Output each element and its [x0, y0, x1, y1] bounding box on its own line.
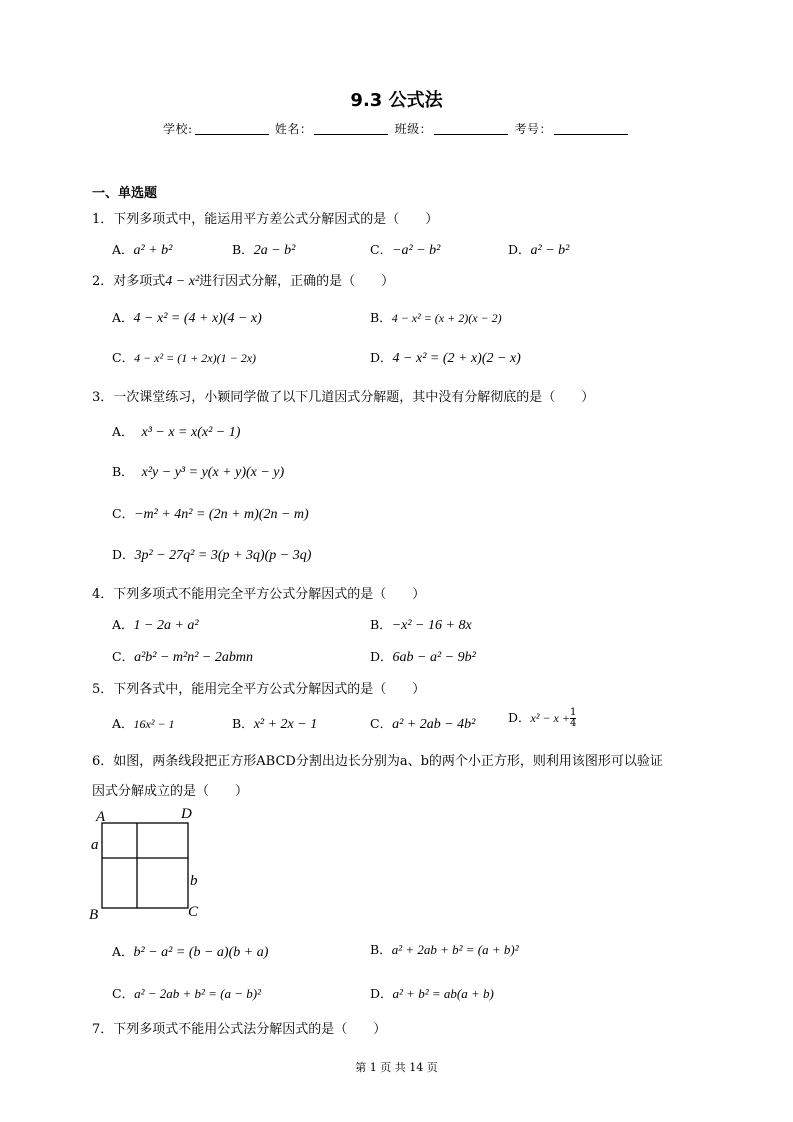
exam-number-label: 考号： — [514, 122, 553, 136]
q4-option-a: A．1 − 2a + a² — [112, 617, 199, 633]
q5-fraction: $\frac{1}{4}$ — [569, 707, 577, 729]
school-label: 学校: — [162, 122, 193, 136]
name-label: 姓名： — [274, 122, 313, 136]
name-blank[interactable] — [314, 122, 388, 135]
q1-option-a: A．a² + b² — [112, 242, 173, 258]
q5-option-d: D．x² − x + $\frac{1}{4}$ — [508, 707, 577, 729]
square-abcd-figure — [85, 803, 215, 923]
section-heading: 一、单选题 — [92, 186, 158, 201]
square-outline — [102, 823, 188, 908]
exam-number-blank[interactable] — [554, 122, 628, 135]
q6-option-d: D．a² + b² = ab(a + b) — [370, 986, 494, 1001]
q2-option-a: A．4 − x² = (4 + x)(4 − x) — [112, 310, 262, 326]
page-title: 9.3 公式法 — [350, 90, 443, 111]
question-4-stem: 4．下列多项式不能用完全平方公式分解因式的是（ ） — [92, 587, 426, 602]
q3-option-b: B． x²y − y³ = y(x + y)(x − y) — [112, 464, 285, 480]
q5-option-b: B．x² + 2x − 1 — [232, 716, 318, 732]
q2-option-d: D．4 − x² = (2 + x)(2 − x) — [370, 350, 521, 366]
class-label: 班级： — [394, 122, 433, 136]
question-3-stem: 3．一次课堂练习，小颖同学做了以下几道因式分解题，其中没有分解彻底的是（ ） — [92, 390, 595, 405]
question-5-stem: 5．下列各式中，能用完全平方公式分解因式的是（ ） — [92, 682, 426, 697]
q3-option-a: A． x³ − x = x(x² − 1) — [112, 424, 241, 440]
question-2-stem: 2．对多项式4 − x²进行因式分解，正确的是（ ） — [92, 274, 395, 289]
q5-option-a: A．16x² − 1 — [112, 716, 175, 731]
class-blank[interactable] — [434, 122, 508, 135]
school-blank[interactable] — [195, 122, 269, 135]
q4-option-c: C．a²b² − m²n² − 2abmn — [112, 649, 253, 665]
q4-option-b: B．−x² − 16 + 8x — [370, 617, 472, 633]
q2-option-c: C．4 − x² = (1 + 2x)(1 − 2x) — [112, 350, 257, 365]
page-footer: 第 1 页 共 14 页 — [355, 1061, 438, 1074]
q6-option-b: B．a² + 2ab + b² = (a + b)² — [370, 942, 519, 957]
label-vertex-b: B — [89, 907, 99, 923]
question-1-stem: 1．下列多项式中，能运用平方差公式分解因式的是（ ） — [92, 212, 439, 227]
q3-option-c: C．−m² + 4n² = (2n + m)(2n − m) — [112, 506, 309, 522]
label-side-b: b — [190, 873, 198, 889]
q6-option-c: C．a² − 2ab + b² = (a − b)² — [112, 986, 262, 1001]
question-7-stem: 7．下列多项式不能用公式法分解因式的是（ ） — [92, 1022, 387, 1037]
q1-option-b: B．2a − b² — [232, 242, 296, 258]
q4-option-d: D．6ab − a² − 9b² — [370, 649, 476, 665]
label-side-a: a — [91, 837, 99, 853]
label-vertex-d: D — [181, 806, 192, 822]
label-vertex-c: C — [188, 904, 199, 920]
question-6-stem-line-1: 6．如图，两条线段把正方形ABCD分割出边长分别为a、b的两个小正方形，则利用该图形可以验证 — [92, 754, 663, 769]
q1-option-d: D．a² − b² — [508, 242, 570, 258]
q6-option-a: A．b² − a² = (b − a)(b + a) — [112, 944, 269, 960]
q1-option-c: C．−a² − b² — [370, 242, 441, 258]
q3-option-d: D．3p² − 27q² = 3(p + 3q)(p − 3q) — [112, 547, 312, 563]
student-info-line — [0, 120, 793, 137]
q5-option-c: C．a² + 2ab − 4b² — [370, 716, 476, 732]
q2-option-b: B．4 − x² = (x + 2)(x − 2) — [370, 310, 502, 325]
question-6-stem-line-2: 因式分解成立的是（ ） — [92, 784, 249, 799]
label-vertex-a: A — [96, 809, 106, 825]
